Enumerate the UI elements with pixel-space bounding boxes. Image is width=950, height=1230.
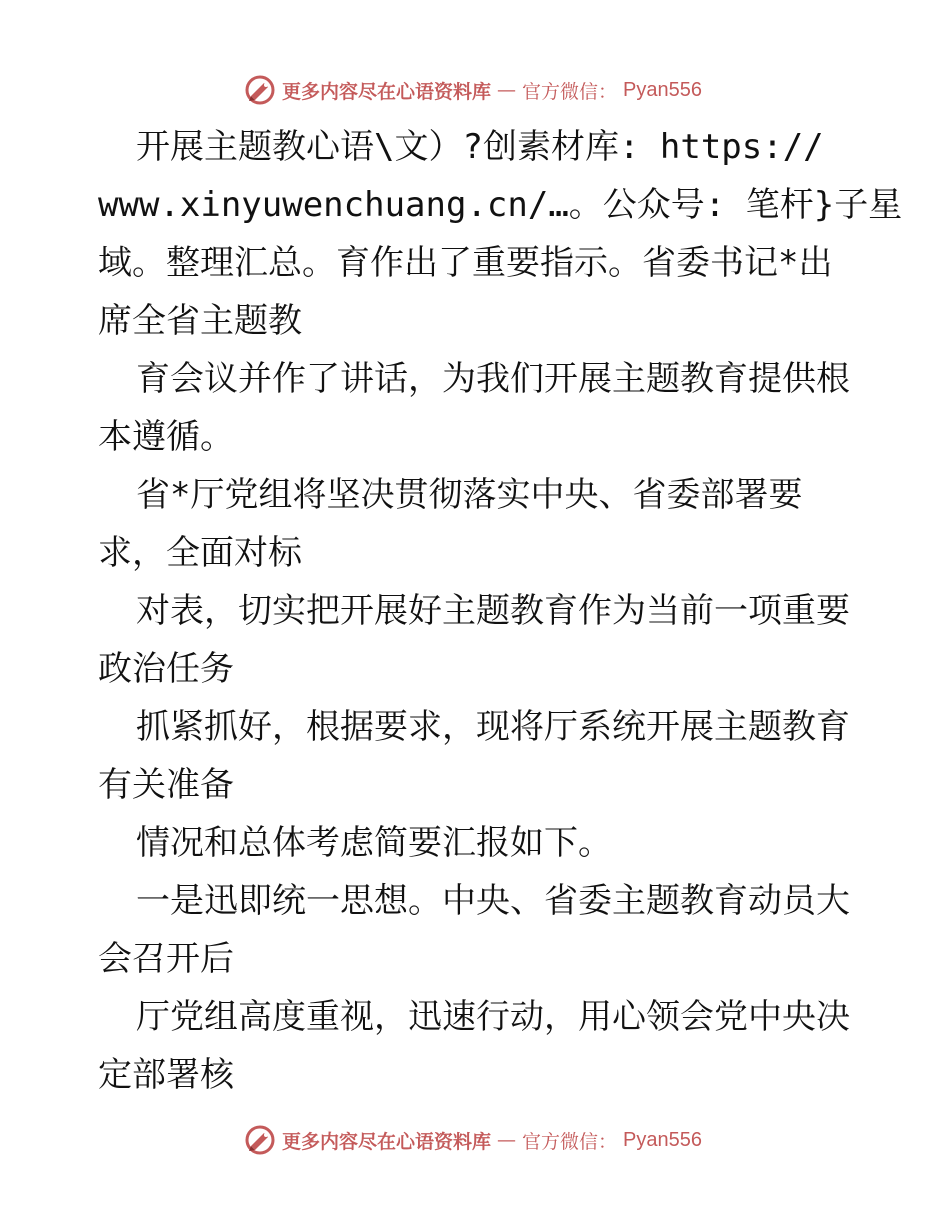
text-line: 抓紧抓好，根据要求，现将厅系统开展主题教育 [136, 707, 850, 747]
footer-slogan: 更多内容尽在心语资料库 [282, 1130, 492, 1153]
text-line: 会召开后 [98, 939, 234, 979]
text-line: 政治任务 [98, 649, 234, 689]
footer-banner-content [244, 1124, 702, 1156]
text-line: www.xinyuwenchuang.cn/…。公众号: 笔杆}子星 [98, 185, 903, 225]
header-slogan: 更多内容尽在心语资料库 [282, 80, 492, 103]
text-line: 域。整理汇总。育作出了重要指示。省委书记*出 [98, 243, 833, 283]
text-line: 席全省主题教 [98, 301, 302, 341]
text-line: 开展主题教心语\文）?创素材库: https:// [136, 127, 824, 167]
text-line: 对表，切实把开展好主题教育作为当前一项重要 [136, 591, 850, 631]
text-line: 求，全面对标 [98, 533, 302, 573]
header-banner-content [244, 74, 702, 106]
footer-separator: — [497, 1129, 517, 1151]
text-line: 育会议并作了讲话，为我们开展主题教育提供根 [136, 359, 850, 399]
header-wechat-label: 官方微信： [522, 80, 618, 103]
pen-logo-icon [244, 1124, 276, 1156]
text-line: 有关准备 [98, 765, 234, 805]
header-banner [0, 70, 950, 110]
header-separator: — [497, 79, 517, 101]
text-line: 省*厅党组将坚决贯彻落实中央、省委部署要 [136, 475, 803, 515]
text-line: 情况和总体考虑简要汇报如下。 [136, 823, 612, 863]
document-body [98, 118, 903, 1104]
text-line: 一是迅即统一思想。中央、省委主题教育动员大 [136, 881, 850, 921]
text-line: 厅党组高度重视，迅速行动，用心领会党中央决 [136, 997, 850, 1037]
text-line: 本遵循。 [98, 417, 234, 457]
pen-logo-icon [244, 74, 276, 106]
footer-banner [0, 1120, 950, 1160]
header-wechat-id: Pyan556 [623, 78, 702, 101]
text-line: 定部署核 [98, 1055, 234, 1095]
footer-wechat-id: Pyan556 [623, 1128, 702, 1151]
footer-wechat-label: 官方微信： [522, 1130, 618, 1153]
